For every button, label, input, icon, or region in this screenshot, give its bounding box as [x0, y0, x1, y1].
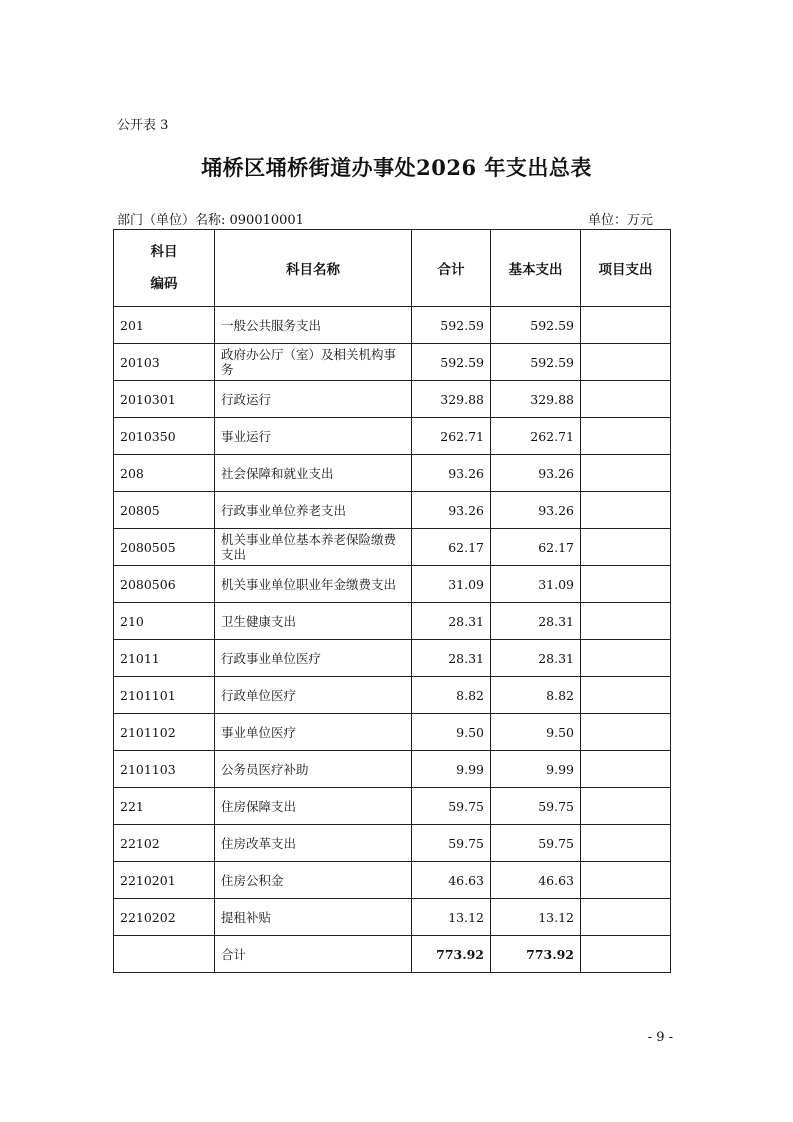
table-row — [114, 566, 671, 603]
cell-name: 行政单位医疗 — [215, 677, 412, 714]
cell-code: 2080506 — [114, 566, 215, 603]
cell-project — [581, 455, 671, 492]
cell-name: 提租补贴 — [215, 899, 412, 936]
total-cell-total: 773.92 — [412, 936, 491, 973]
table-row — [114, 344, 671, 381]
table-row — [114, 714, 671, 751]
header-code-line1: 科目 — [150, 244, 178, 260]
cell-code: 208 — [114, 455, 215, 492]
cell-code: 20805 — [114, 492, 215, 529]
cell-total: 8.82 — [412, 677, 491, 714]
table-row — [114, 418, 671, 455]
cell-code: 221 — [114, 788, 215, 825]
cell-name: 社会保障和就业支出 — [215, 455, 412, 492]
cell-name: 行政事业单位养老支出 — [215, 492, 412, 529]
cell-project — [581, 899, 671, 936]
cell-project — [581, 603, 671, 640]
cell-total: 62.17 — [412, 529, 491, 566]
cell-project — [581, 751, 671, 788]
cell-project — [581, 344, 671, 381]
cell-code: 2101103 — [114, 751, 215, 788]
cell-code: 2101102 — [114, 714, 215, 751]
cell-total: 592.59 — [412, 344, 491, 381]
expenditure-table — [113, 229, 671, 973]
table-header-row — [114, 230, 671, 307]
cell-total: 262.71 — [412, 418, 491, 455]
total-cell-name: 合计 — [215, 936, 412, 973]
cell-project — [581, 566, 671, 603]
cell-total: 9.99 — [412, 751, 491, 788]
cell-name: 住房保障支出 — [215, 788, 412, 825]
cell-name: 住房改革支出 — [215, 825, 412, 862]
table-row — [114, 640, 671, 677]
cell-project — [581, 677, 671, 714]
cell-code: 21011 — [114, 640, 215, 677]
cell-basic: 592.59 — [491, 344, 581, 381]
table-row — [114, 603, 671, 640]
cell-name: 事业运行 — [215, 418, 412, 455]
department-name: 部门（单位）名称: 090010001 — [117, 213, 304, 228]
cell-total: 59.75 — [412, 788, 491, 825]
unit-label: 单位：万元 — [587, 213, 653, 228]
cell-name: 机关事业单位基本养老保险缴费支出 — [215, 529, 412, 566]
cell-total: 93.26 — [412, 455, 491, 492]
cell-total: 592.59 — [412, 307, 491, 344]
header-name: 科目名称 — [215, 230, 412, 307]
table-total-row — [114, 936, 671, 973]
page-number: - 9 - — [647, 1030, 673, 1045]
table-row — [114, 677, 671, 714]
cell-code: 201 — [114, 307, 215, 344]
cell-basic: 13.12 — [491, 899, 581, 936]
cell-basic: 93.26 — [491, 455, 581, 492]
cell-project — [581, 714, 671, 751]
cell-name: 住房公积金 — [215, 862, 412, 899]
cell-basic: 46.63 — [491, 862, 581, 899]
total-cell-code — [114, 936, 215, 973]
cell-basic: 93.26 — [491, 492, 581, 529]
cell-name: 一般公共服务支出 — [215, 307, 412, 344]
cell-basic: 59.75 — [491, 825, 581, 862]
cell-total: 28.31 — [412, 603, 491, 640]
cell-name: 卫生健康支出 — [215, 603, 412, 640]
cell-code: 22102 — [114, 825, 215, 862]
header-code — [114, 230, 215, 307]
cell-basic: 9.50 — [491, 714, 581, 751]
cell-basic: 9.99 — [491, 751, 581, 788]
header-basic: 基本支出 — [491, 230, 581, 307]
table-row — [114, 455, 671, 492]
cell-total: 329.88 — [412, 381, 491, 418]
cell-basic: 31.09 — [491, 566, 581, 603]
table-row — [114, 529, 671, 566]
cell-project — [581, 418, 671, 455]
header-project: 项目支出 — [581, 230, 671, 307]
table-body — [114, 307, 671, 973]
document-label: 公开表 3 — [117, 118, 169, 133]
cell-total: 28.31 — [412, 640, 491, 677]
cell-code: 2210201 — [114, 862, 215, 899]
cell-code: 2010350 — [114, 418, 215, 455]
page-title: 埇桥区埇桥街道办事处2026 年支出总表 — [201, 155, 592, 180]
table-row — [114, 381, 671, 418]
cell-total: 31.09 — [412, 566, 491, 603]
cell-project — [581, 529, 671, 566]
cell-total: 93.26 — [412, 492, 491, 529]
table-row — [114, 862, 671, 899]
cell-total: 13.12 — [412, 899, 491, 936]
table-row — [114, 751, 671, 788]
cell-basic: 8.82 — [491, 677, 581, 714]
cell-code: 2101101 — [114, 677, 215, 714]
cell-project — [581, 825, 671, 862]
total-cell-project — [581, 936, 671, 973]
cell-project — [581, 307, 671, 344]
cell-project — [581, 492, 671, 529]
cell-basic: 592.59 — [491, 307, 581, 344]
cell-total: 9.50 — [412, 714, 491, 751]
cell-basic: 59.75 — [491, 788, 581, 825]
cell-name: 公务员医疗补助 — [215, 751, 412, 788]
total-cell-basic: 773.92 — [491, 936, 581, 973]
table-row — [114, 788, 671, 825]
cell-basic: 329.88 — [491, 381, 581, 418]
cell-basic: 262.71 — [491, 418, 581, 455]
table-row — [114, 825, 671, 862]
header-total: 合计 — [412, 230, 491, 307]
cell-project — [581, 788, 671, 825]
cell-name: 机关事业单位职业年金缴费支出 — [215, 566, 412, 603]
cell-total: 59.75 — [412, 825, 491, 862]
cell-project — [581, 381, 671, 418]
cell-basic: 28.31 — [491, 640, 581, 677]
cell-code: 20103 — [114, 344, 215, 381]
cell-code: 210 — [114, 603, 215, 640]
cell-name: 政府办公厅（室）及相关机构事务 — [215, 344, 412, 381]
cell-basic: 28.31 — [491, 603, 581, 640]
cell-project — [581, 862, 671, 899]
cell-name: 事业单位医疗 — [215, 714, 412, 751]
cell-code: 2210202 — [114, 899, 215, 936]
cell-code: 2080505 — [114, 529, 215, 566]
cell-project — [581, 640, 671, 677]
table-row — [114, 492, 671, 529]
cell-total: 46.63 — [412, 862, 491, 899]
cell-name: 行政运行 — [215, 381, 412, 418]
table-row — [114, 899, 671, 936]
table-row — [114, 307, 671, 344]
cell-basic: 62.17 — [491, 529, 581, 566]
cell-name: 行政事业单位医疗 — [215, 640, 412, 677]
header-code-line2: 编码 — [150, 276, 178, 292]
cell-code: 2010301 — [114, 381, 215, 418]
